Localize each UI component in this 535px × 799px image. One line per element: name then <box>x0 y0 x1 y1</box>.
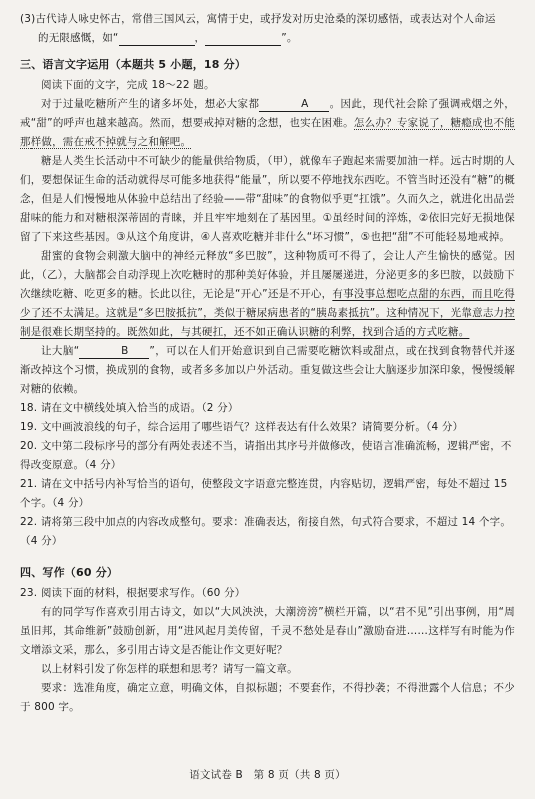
para4-text-b: ”，可以在人们开始意识到自己需要吃糖饮料或甜点，或在找到食物替代并逐渐改掉这个习惯，换成别的食物，或者多多加以户外活动。重复做这些会让大脑逐步加深印象，慢慢缓解对糖的依赖。 <box>20 345 515 395</box>
para1-text-b: 。因此，现代社会除了强调戒烟之外， <box>329 98 515 110</box>
blank-b[interactable]: B <box>79 344 149 359</box>
question-18: 18. 请在文中横线处填入恰当的成语。（2 分） <box>20 402 239 414</box>
intro-line-2-pre: 的无限感慨，如“ <box>38 32 119 44</box>
section-3-instruction: 阅读下面的文字，完成 18～22 题。 <box>41 79 215 91</box>
passage-paragraph-2: 糖是人类生长活动中不可缺少的能量供给物质，（甲），就像车子跑起来需要加油一样。远古时期的人们，要想保证生命的活动就得尽可能多地获得“能量”，所以要不停地找东西吃。不管当时还没有“糖”的概念，但是人们慢慢地从体验中总结出了经验——带“甜味”的食物似乎更“扛饿”。久而久之，就进化出品尝甜味的能力和对糖根深蒂固的青睐，并且牢牢地刻在了基因里。①虽经时间的淬炼，②依旧完好无损地保留了下来这些基因。③从这个角度讲，④人喜欢吃糖并非什么“坏习惯”，⑤也把“甜”不可能轻易地戒掉。 <box>20 155 515 243</box>
section-3-heading: 三、语言文字运用（本题共 5 小题，18 分） <box>20 58 247 71</box>
intro-line-2-mid: ， <box>194 32 206 44</box>
intro-line-1: (3)古代诗人咏史怀古，常借三国风云，寓情于史，或抒发对历史沧桑的深切感悟，或表达对个人命运 <box>20 13 496 25</box>
writing-material: 有的同学写作喜欢引用古诗文，如以“大风泱泱，大潮滂滂”横栏开篇，以“君不见”引出事例，用“周虽旧邦，其命维新”鼓励创新，用“进风起月美传留，千灵不愁处是春山”激励奋进……这样写有时能为作文增添文采，那么，多引用古诗文是否能让作文更好呢？ <box>20 606 515 656</box>
page-footer: 语文试卷 B 第 8 页（共 8 页） <box>189 769 346 781</box>
para3-text-a: 甜蜜的食物会刺激大脑中的神经元释放“多巴胺”，这种物质可不得了，会让人产生愉快的感觉。因此，（乙），大脑都会自动浮现上次吃糖时的那种美好体验，并且屡屡递进，分泌更多的多巴胺，以鼓励下次继续吃糖、吃更多的糖。长此以往，无论是“开心”还是不开心， <box>20 250 515 300</box>
question-20: 20. 文中第二段标序号的部分有两处表述不当，请指出其序号并做修改，使语言准确流畅，逻辑严密，不得改变原意。（4 分） <box>20 440 512 471</box>
intro-line-2 <box>20 29 515 48</box>
wavy-sentence: 怎么办？专家说了，糖瘾成也不能那 <box>20 117 516 148</box>
para1-text-c: 戒“甜”的呼声也越来越高。然而，想要戒掉对糖的念想，也实在困难。 <box>20 117 354 129</box>
question-21: 21. 请在文中括号内补写恰当的语句，使整段文字语意完整连贯，内容贴切，逻辑严密，每处不超过 15 个字。（4 分） <box>20 478 508 509</box>
writing-requirements: 要求：选准角度，确定立意，明确文体，自拟标题；不要套作，不得抄袭；不得泄露个人信息；不少于 800 字。 <box>20 682 515 713</box>
para3-dotted-text: 有事没事总想吃点甜的东西，而且吃得少了还不太满足。这就是“多巴胺抵抗”，类似于糖尿病患者的“胰岛素抵抗”。这种情况下，光靠意志力控制是很难长期坚持的。既然如此，与其硬扛，还不如正确认识糖的利弊，找到合适的方式吃糖。 <box>20 288 515 338</box>
question-19: 19. 文中画波浪线的句子，综合运用了哪些语气？这样表达有什么效果？请简要分析。（4 分） <box>20 421 464 433</box>
answer-blank-1[interactable] <box>119 31 195 46</box>
blank-a[interactable]: A <box>259 97 329 112</box>
para4-text-a: 让大脑“ <box>41 345 80 357</box>
answer-blank-2[interactable] <box>205 31 281 46</box>
passage-paragraph-1 <box>20 95 515 152</box>
writing-prompt: 以上材料引发了你怎样的联想和思考？请写一篇文章。 <box>41 663 298 675</box>
question-23: 23. 阅读下面的材料，根据要求写作。（60 分） <box>20 587 246 599</box>
question-22: 22. 请将第三段中加点的内容改成整句。要求：准确表达，衔接自然，句式符合要求，不超过 14 个字。（4 分） <box>20 516 512 547</box>
section-4-heading: 四、写作（60 分） <box>20 566 119 579</box>
para1-text-a: 对于过量吃糖所产生的诸多坏处，想必大家都 <box>41 98 260 110</box>
intro-line-2-post: ”。 <box>281 32 298 44</box>
para1-text-d: 样做，需在戒不掉就与之和解吧。 <box>30 136 192 148</box>
passage-paragraph-4 <box>20 342 515 399</box>
passage-paragraph-3 <box>20 247 515 342</box>
